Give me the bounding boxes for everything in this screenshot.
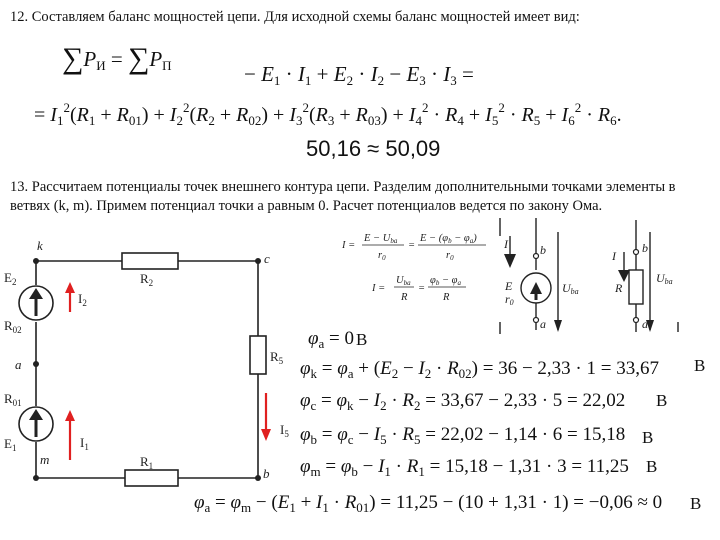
- potential-k: $\varphi_k = \varphi_a + (E_2 - I_2 \cdot R_{02}) = 36 - 2,33 \cdot 1 = 33,67$: [300, 358, 659, 381]
- svg-text:Uba: Uba: [562, 281, 579, 296]
- svg-text:I: I: [612, 249, 616, 263]
- unit-a0: В: [356, 330, 368, 349]
- svg-text:b: b: [642, 241, 648, 255]
- svg-text:a: a: [642, 317, 648, 331]
- potential-a0: $\varphi_a = 0$: [308, 328, 355, 351]
- unit-a-check: В: [690, 494, 702, 513]
- svg-text:I1: $I_1$: [80, 435, 89, 452]
- svg-text:E: E: [505, 279, 513, 293]
- svg-text:r0: r0: [505, 292, 514, 307]
- svg-text:R: R: [401, 292, 408, 303]
- svg-text:E − (φb − φa): E − (φb − φa): [420, 233, 477, 245]
- svg-text:Uba: Uba: [396, 275, 411, 287]
- svg-text:I5: $I_5$: [280, 422, 289, 439]
- svg-text:b: b: [540, 243, 546, 257]
- svg-text:φb − φa: φb − φa: [430, 275, 461, 287]
- unit-c: В: [656, 391, 668, 410]
- svg-text:a: a: [15, 357, 22, 372]
- unit-k: В: [694, 356, 706, 375]
- svg-text:E2: $E_2$: [4, 270, 17, 287]
- svg-text:I: I: [504, 237, 508, 251]
- svg-text:R: R: [443, 292, 450, 303]
- unit-m: В: [646, 457, 658, 476]
- paragraph-12: 12. Составляем баланс мощностей цепи. Для исходной схемы баланс мощностей имеет вид:: [10, 9, 580, 25]
- svg-text:r0: r0: [446, 250, 454, 262]
- svg-text:b: b: [263, 466, 270, 481]
- svg-text:E1: $E_1$: [4, 436, 17, 453]
- potential-a-check: $\varphi_a = \varphi_m - (E_1 + I_1 \cdot R_{01}) = 11,25 - (10 + 1,31 \cdot 1) = -0,06 \approx 0$: [194, 492, 663, 515]
- svg-text:I =: I =: [372, 283, 386, 294]
- svg-text:E − Uba: E − Uba: [364, 233, 398, 245]
- svg-text:Uba: Uba: [656, 271, 673, 286]
- unit-b: В: [642, 428, 654, 447]
- potential-c: $\varphi_c = \varphi_k - I_2 \cdot R_2 = 33,67 - 2,33 \cdot 5 = 22,02$: [300, 390, 626, 413]
- svg-text:I2: $I_2$: [78, 291, 87, 308]
- svg-text:R5: $R_5$: [270, 349, 284, 366]
- potential-b: $\varphi_b = \varphi_c - I_5 \cdot R_5 = 22,02 - 1,14 \cdot 6 = 15,18$: [300, 424, 626, 447]
- svg-text:=: =: [418, 283, 426, 294]
- svg-text:R1: $R_1$: [140, 454, 154, 471]
- svg-text:r0: r0: [378, 250, 386, 262]
- svg-text:R2: $R_2$: [140, 271, 154, 288]
- svg-text:R: R: [615, 281, 623, 295]
- svg-text:R01: $R_{01}$: [4, 391, 22, 408]
- svg-text:=: =: [408, 240, 416, 251]
- svg-text:R02: $R_{02}$: [4, 318, 22, 335]
- svg-text:k: k: [37, 238, 43, 253]
- balance-numeric: 50,16 ≈ 50,09: [306, 136, 441, 161]
- svg-text:m: m: [40, 452, 50, 467]
- svg-text:a: a: [540, 317, 546, 331]
- balance-loads: = $I_1^2(R_1 + R_{01}) + I_2^2(R_2 + R_{02}) + I_3^2(R_3 + R_{03}) + I_4^2 \cdot R_4 + I_5^2 \cdot R_5 + I_6^2 \cdot R_6$.: [34, 100, 622, 128]
- svg-text:c: c: [264, 251, 270, 266]
- potential-m: $\varphi_m = \varphi_b - I_1 \cdot R_1 = 15,18 - 1,31 \cdot 3 = 11,25$: [300, 456, 629, 479]
- paragraph-13: 13. Рассчитаем потенциалы точек внешнего контура цепи. Разделим дополнительными точками элементы в ветвях (k, m). Примем потенциал точки a равным 0. Расчет потенциалов ведется по закону Ома.: [10, 179, 676, 214]
- balance-sources: − $E_1 \cdot I_1 + E_2 \cdot I_2 - E_3 \cdot I_3$ =: [244, 62, 474, 88]
- svg-text:I =: I =: [342, 240, 356, 251]
- balance-left-sum: $\sum P_И = \sum P_П$: [62, 42, 172, 75]
